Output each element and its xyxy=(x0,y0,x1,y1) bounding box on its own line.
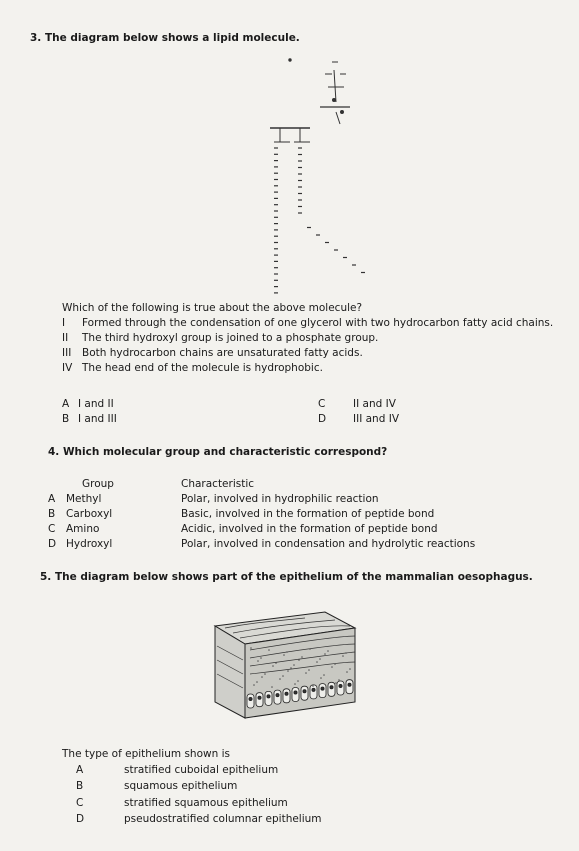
shading-dot xyxy=(301,656,303,658)
q3-option-a-text: I and II xyxy=(78,398,114,410)
shading-dot xyxy=(346,671,348,673)
cell-nucleus xyxy=(249,697,252,700)
q3-option-c-letter: C xyxy=(318,398,326,410)
q4-option-c-group: Amino xyxy=(66,523,100,535)
shading-dot xyxy=(342,655,344,657)
q3-prompt: Which of the following is true about the above molecule? xyxy=(62,302,363,314)
shading-dot xyxy=(335,682,337,684)
shading-dot xyxy=(338,679,340,681)
shading-dot xyxy=(275,662,277,664)
q3-statement-2-text: The third hydroxyl group is joined to a phosphate group. xyxy=(82,332,379,344)
shading-dot xyxy=(264,673,266,675)
shading-dot xyxy=(334,663,336,665)
shading-dot xyxy=(323,674,325,676)
cell-nucleus xyxy=(303,690,306,693)
shading-dot xyxy=(260,657,262,659)
q3-statement-2 xyxy=(62,332,378,344)
q4-option-d-characteristic: Polar, involved in condensation and hydrolytic reactions xyxy=(181,538,476,550)
shading-dot xyxy=(316,661,318,663)
q3-statement-3 xyxy=(62,347,363,359)
q5-option-a[interactable] xyxy=(76,764,278,776)
q3-option-a-letter: A xyxy=(62,398,70,410)
q4-option-c-characteristic: Acidic, involved in the formation of peptide bond xyxy=(181,523,438,535)
q4-header-characteristic: Characteristic xyxy=(181,478,255,490)
q4-option-d-letter: D xyxy=(48,538,57,550)
shading-dot xyxy=(250,647,252,649)
epithelium-diagram xyxy=(205,606,365,729)
q5-option-d-text: pseudostratified columnar epithelium xyxy=(124,813,322,825)
cell-nucleus xyxy=(294,691,297,694)
shading-dot xyxy=(253,684,255,686)
cell-nucleus xyxy=(321,687,324,690)
q5-option-c-text: stratified squamous epithelium xyxy=(124,797,288,809)
q5-option-b-text: squamous epithelium xyxy=(124,780,238,792)
q3-option-b-letter: B xyxy=(62,413,70,425)
shading-dot xyxy=(293,664,295,666)
q3-statement-1 xyxy=(62,317,553,329)
q5-option-b-letter: B xyxy=(76,780,84,792)
q4-option-a-characteristic: Polar, involved in hydrophilic reaction xyxy=(181,493,379,505)
shading-dot xyxy=(309,648,311,650)
cell-nucleus xyxy=(339,684,342,687)
q3-statement-4-text: The head end of the molecule is hydrophobic. xyxy=(82,362,323,374)
q5-prompt: The type of epithelium shown is xyxy=(62,748,230,760)
q5-option-c-letter: C xyxy=(76,797,84,809)
basal-cell xyxy=(346,680,353,694)
shading-dot xyxy=(297,680,299,682)
q3-statement-1-num: I xyxy=(62,317,66,329)
q3-statement-1-text: Formed through the condensation of one glycerol with two hydrocarbon fatty acid chains. xyxy=(82,317,554,329)
cell-nucleus xyxy=(348,683,351,686)
q3-option-a[interactable] xyxy=(62,398,114,410)
shading-dot xyxy=(345,652,347,654)
shading-dot xyxy=(272,665,274,667)
shading-dot xyxy=(320,677,322,679)
q5-option-b[interactable] xyxy=(76,780,237,792)
q4-option-b-group: Carboxyl xyxy=(66,508,113,520)
q5-title: 5. The diagram below shows part of the epithelium of the mammalian oesophagus. xyxy=(40,571,533,583)
shading-dot xyxy=(268,649,270,651)
shading-dot xyxy=(256,681,258,683)
basal-cell xyxy=(310,685,317,699)
q4-title: 4. Which molecular group and characteristic correspond? xyxy=(48,446,388,458)
shading-dot xyxy=(324,653,326,655)
cell-nucleus xyxy=(330,686,333,689)
shading-dot xyxy=(349,668,351,670)
shading-dot xyxy=(271,686,273,688)
shading-dot xyxy=(283,654,285,656)
shading-dot xyxy=(261,676,263,678)
q3-option-d-text: III and IV xyxy=(353,413,399,425)
q4-option-a-group: Methyl xyxy=(66,493,102,505)
lipid-molecule-diagram xyxy=(250,52,400,305)
shading-dot xyxy=(279,678,281,680)
q3-statement-3-text: Both hydrocarbon chains are unsaturated fatty acids. xyxy=(82,347,363,359)
basal-cell xyxy=(301,686,308,700)
q3-option-d-letter: D xyxy=(318,413,327,425)
shading-dot xyxy=(305,672,307,674)
shading-dot xyxy=(294,683,296,685)
shading-dot xyxy=(331,666,333,668)
basal-cell xyxy=(265,691,272,705)
q4-option-d-group: Hydroxyl xyxy=(66,538,113,550)
cell-nucleus xyxy=(285,692,288,695)
q3-option-b-text: I and III xyxy=(78,413,117,425)
shading-dot xyxy=(287,670,289,672)
q3-statement-3-num: III xyxy=(62,347,72,359)
shading-dot xyxy=(327,650,329,652)
shading-dot xyxy=(290,667,292,669)
q5-option-c[interactable] xyxy=(76,797,288,809)
shading-dot xyxy=(319,658,321,660)
q3-statement-2-num: II xyxy=(62,332,69,344)
q5-option-a-text: stratified cuboidal epithelium xyxy=(124,764,279,776)
basal-cell xyxy=(256,693,263,707)
q3-option-c[interactable] xyxy=(318,398,396,410)
cell-nucleus xyxy=(258,696,261,699)
shading-dot xyxy=(308,669,310,671)
q3-statement-4 xyxy=(62,362,323,374)
shading-dot xyxy=(298,659,300,661)
q3-option-c-text: II and IV xyxy=(353,398,396,410)
q4-header-group: Group xyxy=(82,478,114,490)
shading-dot xyxy=(257,660,259,662)
q3-title: 3. The diagram below shows a lipid molecule. xyxy=(30,32,300,44)
q5-option-d[interactable] xyxy=(76,813,322,825)
shading-dot xyxy=(312,685,314,687)
q4-option-b-letter: B xyxy=(48,508,56,520)
cell-nucleus xyxy=(267,695,270,698)
cell-nucleus xyxy=(312,688,315,691)
shading-dot xyxy=(286,651,288,653)
q3-option-b[interactable] xyxy=(62,413,117,425)
q3-option-d[interactable] xyxy=(318,413,399,425)
q4-option-a-letter: A xyxy=(48,493,56,505)
q4-option-c-letter: C xyxy=(48,523,56,535)
q4-option-b-characteristic: Basic, involved in the formation of peptide bond xyxy=(181,508,435,520)
cell-nucleus xyxy=(276,694,279,697)
q3-statement-4-num: IV xyxy=(62,362,73,374)
shading-dot xyxy=(282,675,284,677)
q5-option-d-letter: D xyxy=(76,813,85,825)
q5-option-a-letter: A xyxy=(76,764,84,776)
